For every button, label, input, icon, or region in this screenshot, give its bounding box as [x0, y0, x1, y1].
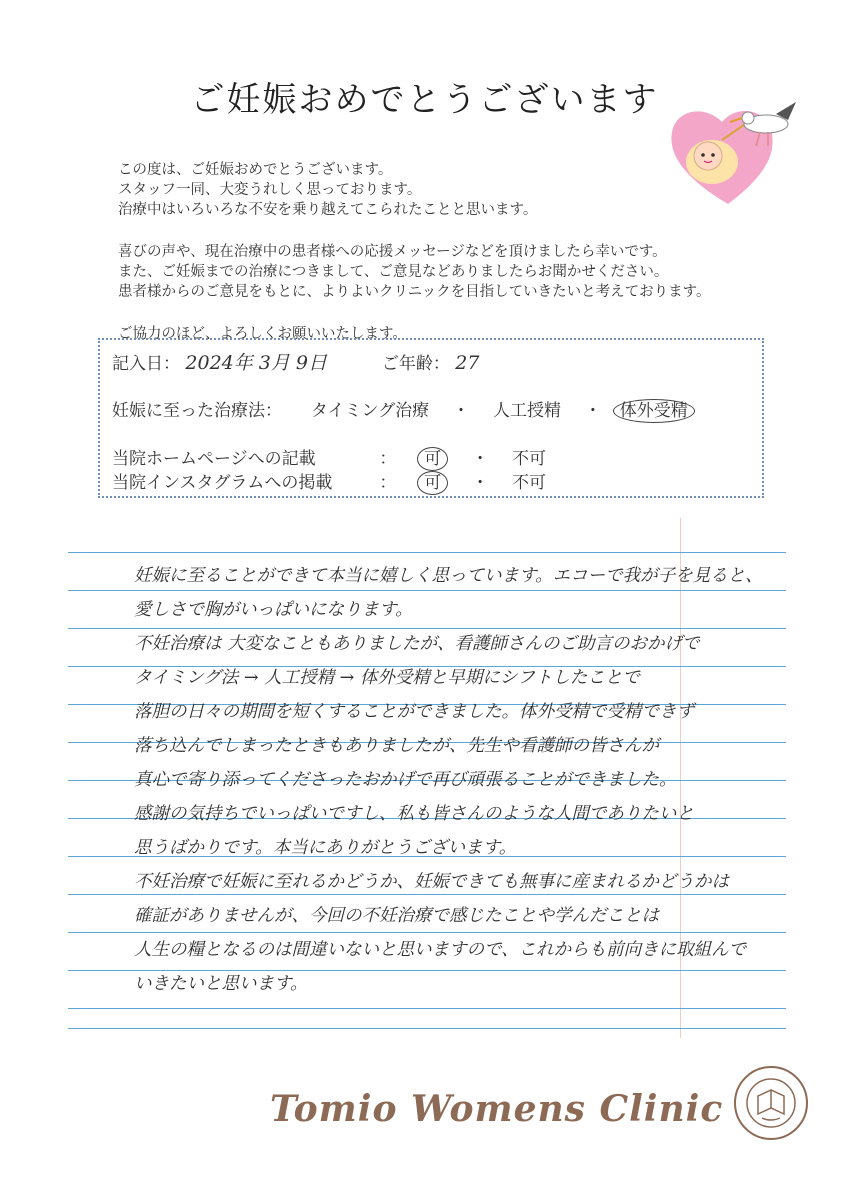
message-line: 感謝の気持ちでいっぱいですし、私も皆さんのような人間でありたいと	[134, 804, 694, 824]
intro-text	[118, 160, 778, 344]
separator: ・	[452, 401, 470, 421]
treatment-row	[112, 396, 695, 421]
spacer	[118, 302, 778, 324]
message-line: 人生の糧となるのは間違いないと思いますので、これからも前向きに取組んで	[134, 940, 747, 960]
ruled-line	[68, 894, 786, 895]
date-value[interactable]: 2024年 3月 9日	[185, 352, 328, 374]
message-line: 妊娠に至ることができて本当に嬉しく思っています。エコーで我が子を見ると、	[134, 566, 763, 586]
treatment-option-ivf[interactable]: 体外受精	[613, 399, 695, 423]
intro-line: 喜びの声や、現在治療中の患者様への応援メッセージなどを頂けましたら幸いです。	[118, 244, 667, 260]
colon: ：	[379, 473, 397, 493]
intro-line: また、ご妊娠までの治療につきまして、ご意見などありましたらお聞かせください。	[118, 264, 669, 280]
spacer	[118, 220, 778, 242]
hp-label: 当院ホームページへの記載	[112, 449, 316, 469]
insta-option-no[interactable]: 不可	[512, 473, 547, 493]
message-line: 確証がありませんが、今回の不妊治療で感じたことや学んだことは	[134, 906, 659, 926]
insta-label: 当院インスタグラムへの掲載	[112, 473, 333, 493]
patient-info-form	[98, 338, 764, 498]
intro-line: 患者様からのご意見をもとに、よりよいクリニックを目指していきたいと考えております。	[118, 284, 711, 300]
ruled-line	[68, 552, 786, 553]
treatment-option-timing[interactable]: タイミング治療	[310, 401, 430, 421]
treatment-option-ai[interactable]: 人工授精	[492, 401, 561, 421]
message-line: 思うばかりです。本当にありがとうございます。	[134, 838, 517, 858]
message-line: 落ち込んでしまったときもありましたが、先生や看護師の皆さんが	[134, 736, 659, 756]
message-line: いきたいと思います。	[134, 974, 308, 994]
treatment-label: 妊娠に至った治療法：	[112, 401, 282, 421]
hp-permission-row	[112, 444, 546, 469]
insta-permission-row	[112, 468, 546, 493]
message-line: タイミング法 → 人工授精 → 体外受精と早期にシフトしたことで	[134, 668, 640, 688]
hp-option-yes[interactable]: 可	[417, 447, 448, 471]
page-title: ご妊娠おめでとうございます	[190, 80, 659, 120]
message-notebook	[68, 518, 786, 1038]
date-age-row	[112, 348, 479, 375]
separator: ・	[584, 401, 602, 421]
intro-line: ご協力のほど、よろしくお願いいたします。	[118, 326, 407, 342]
insta-option-yes[interactable]: 可	[417, 471, 448, 495]
intro-line: この度は、ご妊娠おめでとうございます。	[118, 162, 393, 178]
ruled-line	[68, 628, 786, 629]
message-line: 不妊治療で妊娠に至れるかどうか、妊娠できても無事に産まれるかどうかは	[134, 872, 729, 892]
age-value[interactable]: 27	[455, 352, 480, 374]
clinic-seal-icon	[732, 1064, 810, 1142]
ruled-line	[68, 1028, 786, 1029]
message-line: 不妊治療は 大変なこともありましたが、看護師さんのご助言のおかげで	[134, 634, 700, 654]
separator: ・	[471, 449, 489, 469]
message-line: 愛しさで胸がいっぱいになります。	[134, 600, 413, 620]
message-line: 落胆の日々の期間を短くすることができました。体外受精で受精できず	[134, 702, 694, 722]
date-label: 記入日：	[112, 354, 180, 374]
intro-line: 治療中はいろいろな不安を乗り越えてこられたことと思います。	[118, 202, 538, 218]
intro-line: スタッフ一同、大変うれしく思っております。	[118, 182, 422, 198]
clinic-brand: Tomio Womens Clinic	[270, 1088, 724, 1130]
colon: ：	[379, 449, 397, 469]
age-label: ご年齢：	[381, 354, 450, 374]
message-line: 真心で寄り添ってくださったおかげで再び頑張ることができました。	[134, 770, 677, 790]
ruled-line	[68, 1008, 786, 1009]
hp-option-no[interactable]: 不可	[512, 449, 547, 469]
ruled-line	[68, 932, 786, 933]
separator: ・	[471, 473, 489, 493]
ruled-line	[68, 590, 786, 591]
